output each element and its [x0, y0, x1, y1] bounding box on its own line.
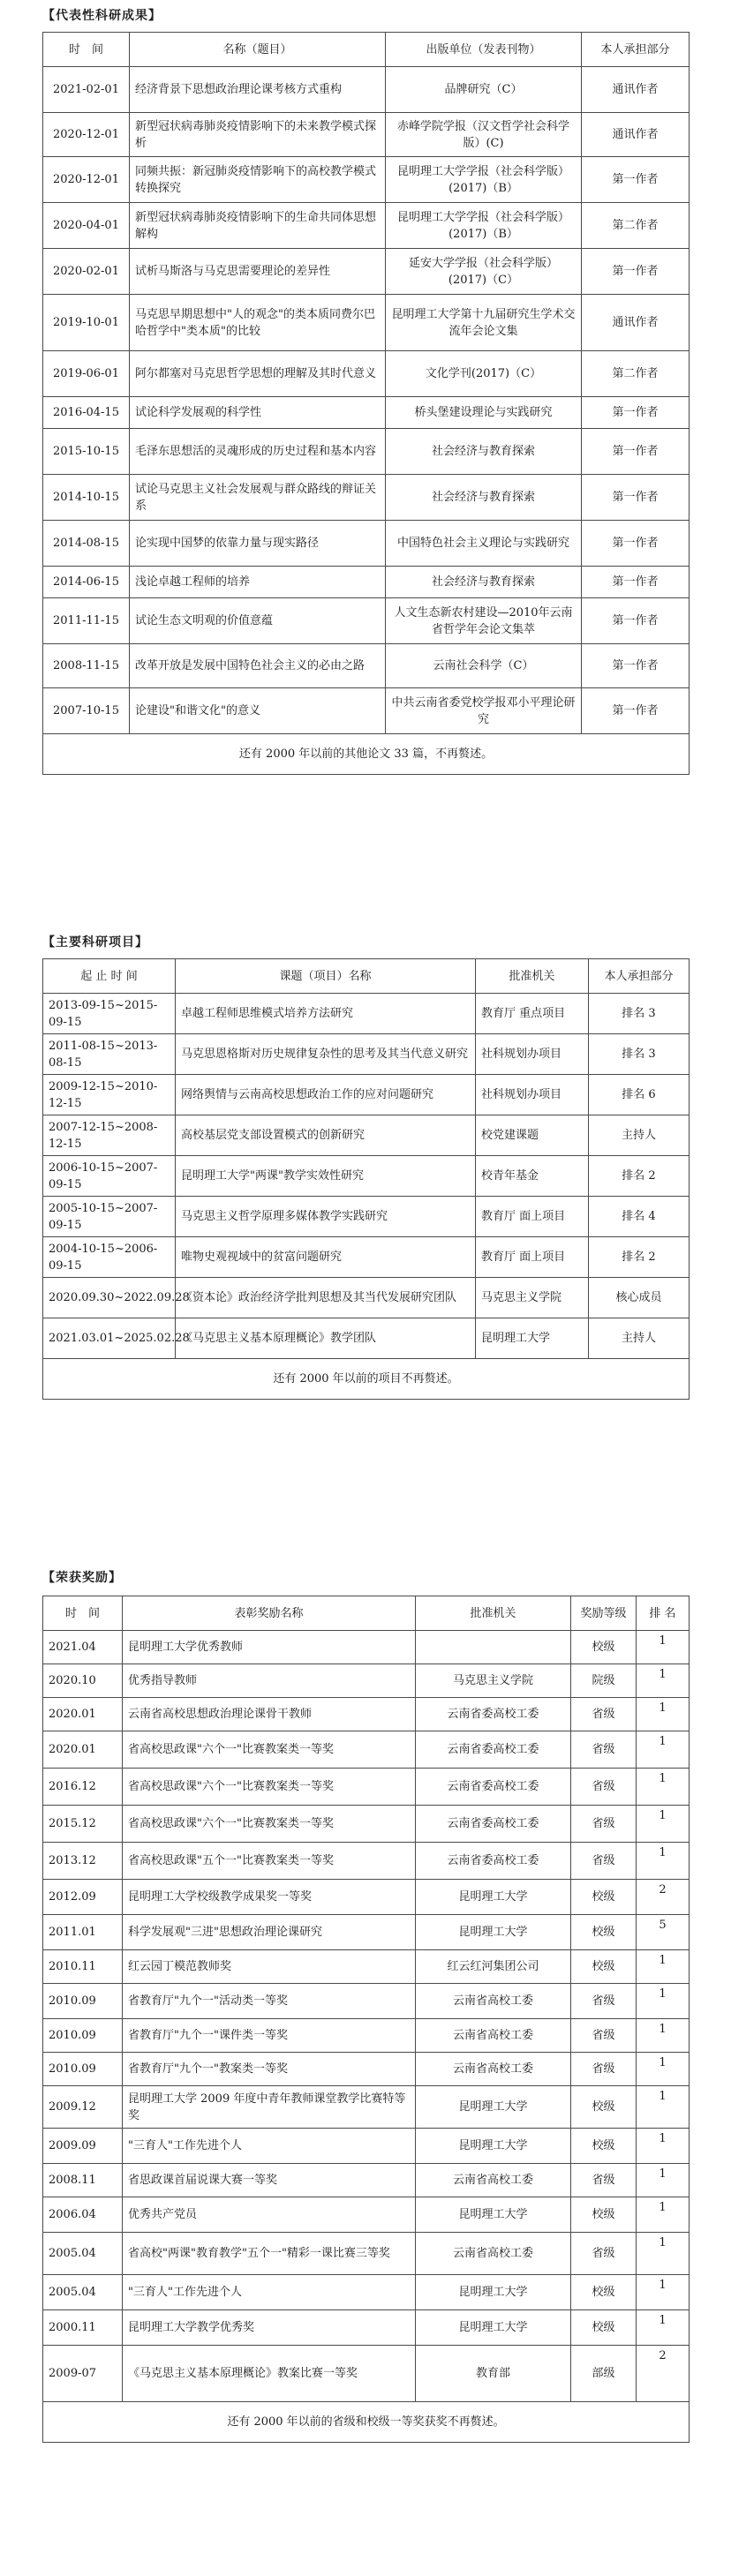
paper-role-cell: 第一作者 [582, 567, 690, 598]
project-role-cell: 主持人 [589, 1318, 690, 1359]
award-name-cell: "三育人"工作先进个人 [123, 2275, 416, 2310]
award-rank-cell: 1 [637, 1698, 690, 1731]
paper-role-cell: 第一作者 [582, 644, 690, 688]
paper-publisher-cell: 桥头堡建设理论与实践研究 [386, 397, 582, 429]
project-role-cell: 核心成员 [589, 1278, 690, 1318]
paper-title-cell: 毛泽东思想活的灵魂形成的历史过程和基本内容 [130, 429, 386, 475]
award-name-cell: 省高校"两课"教育教学"五个一"精彩一课比赛三等奖 [123, 2233, 416, 2275]
projects-row [43, 1237, 690, 1278]
awards-header-authority: 批准机关 [416, 1596, 571, 1631]
papers-row [43, 113, 690, 157]
papers-row [43, 567, 690, 598]
award-name-cell: 科学发展观"三进"思想政治理论课研究 [123, 1915, 416, 1950]
awards-row [43, 2310, 690, 2346]
award-authority-cell: 昆明理工大学 [416, 2086, 571, 2129]
award-name-cell: "三育人"工作先进个人 [123, 2129, 416, 2164]
award-rank-cell: 2 [637, 2346, 690, 2402]
award-authority-cell: 云南省高校工委 [416, 2019, 571, 2053]
award-rank-cell: 1 [637, 1631, 690, 1664]
papers-note-row [43, 734, 690, 775]
award-name-cell: 昆明理工大学优秀教师 [123, 1631, 416, 1664]
paper-time-cell: 2021-02-01 [43, 67, 130, 113]
award-rank-cell: 1 [637, 2164, 690, 2197]
award-time-cell: 2013.12 [43, 1843, 123, 1880]
award-level-cell: 校级 [571, 2129, 637, 2164]
awards-note-row [43, 2402, 690, 2443]
award-time-cell: 2006.04 [43, 2197, 123, 2233]
award-name-cell: 昆明理工大学 2009 年度中青年教师课堂教学比赛特等奖 [123, 2086, 416, 2129]
projects-table [42, 958, 690, 1400]
project-period-cell: 2011-08-15~2013-08-15 [43, 1034, 176, 1075]
award-authority-cell: 昆明理工大学 [416, 1880, 571, 1915]
project-authority-cell: 教育厅 面上项目 [476, 1197, 589, 1237]
papers-row [43, 295, 690, 351]
paper-time-cell: 2011-11-15 [43, 598, 130, 644]
projects-row [43, 1075, 690, 1115]
awards-header-name: 表彰奖励名称 [123, 1596, 416, 1631]
project-name-cell: 唯物史观视域中的贫富问题研究 [176, 1237, 476, 1278]
projects-row [43, 1156, 690, 1197]
paper-title-cell: 改革开放是发展中国特色社会主义的必由之路 [130, 644, 386, 688]
paper-title-cell: 论实现中国梦的依靠力量与现实路径 [130, 521, 386, 567]
award-time-cell: 2005.04 [43, 2233, 123, 2275]
papers-row [43, 644, 690, 688]
award-time-cell: 2016.12 [43, 1769, 123, 1806]
award-name-cell: 省高校思政课"五个一"比赛教案类一等奖 [123, 1843, 416, 1880]
award-rank-cell: 1 [637, 1984, 690, 2019]
paper-time-cell: 2014-10-15 [43, 475, 130, 521]
papers-row [43, 521, 690, 567]
project-role-cell: 排名 3 [589, 994, 690, 1034]
award-level-cell: 省级 [571, 1698, 637, 1731]
paper-publisher-cell: 社会经济与教育探索 [386, 475, 582, 521]
award-authority-cell: 昆明理工大学 [416, 2310, 571, 2346]
award-level-cell: 校级 [571, 1950, 637, 1984]
paper-role-cell: 第二作者 [582, 351, 690, 397]
award-level-cell: 省级 [571, 1984, 637, 2019]
award-rank-cell: 1 [637, 2233, 690, 2275]
award-authority-cell: 云南省委高校工委 [416, 1731, 571, 1769]
paper-publisher-cell: 人文生态新农村建设—2010年云南省哲学年会论文集萃 [386, 598, 582, 644]
projects-header-authority: 批准机关 [476, 959, 589, 994]
projects-header-name: 课题（项目）名称 [176, 959, 476, 994]
project-authority-cell: 昆明理工大学 [476, 1318, 589, 1359]
award-name-cell: 省高校思政课"六个一"比赛教案类一等奖 [123, 1806, 416, 1843]
projects-note: 还有 2000 年以前的项目不再赘述。 [43, 1359, 690, 1400]
paper-role-cell: 第一作者 [582, 429, 690, 475]
paper-title-cell: 阿尔都塞对马克思哲学思想的理解及其时代意义 [130, 351, 386, 397]
award-rank-cell: 1 [637, 2086, 690, 2129]
awards-header-row [43, 1596, 690, 1631]
award-time-cell: 2020.01 [43, 1731, 123, 1769]
project-period-cell: 2020.09.30~2022.09.28 [43, 1278, 176, 1318]
paper-time-cell: 2016-04-15 [43, 397, 130, 429]
award-time-cell: 2015.12 [43, 1806, 123, 1843]
awards-header-rank: 排 名 [637, 1596, 690, 1631]
award-level-cell: 省级 [571, 2053, 637, 2086]
award-time-cell: 2000.11 [43, 2310, 123, 2346]
paper-title-cell: 新型冠状病毒肺炎疫情影响下的生命共同体思想解构 [130, 203, 386, 249]
project-authority-cell: 校党建课题 [476, 1115, 589, 1156]
award-rank-cell: 2 [637, 1880, 690, 1915]
awards-row [43, 2197, 690, 2233]
project-role-cell: 排名 4 [589, 1197, 690, 1237]
papers-section-title: 【代表性科研成果】 [42, 9, 162, 23]
paper-role-cell: 通讯作者 [582, 67, 690, 113]
award-level-cell: 校级 [571, 2197, 637, 2233]
project-period-cell: 2005-10-15~2007-09-15 [43, 1197, 176, 1237]
award-time-cell: 2021.04 [43, 1631, 123, 1664]
award-authority-cell: 云南省委高校工委 [416, 1698, 571, 1731]
paper-time-cell: 2014-06-15 [43, 567, 130, 598]
project-name-cell: 《资本论》政治经济学批判思想及其当代发展研究团队 [176, 1278, 476, 1318]
papers-row [43, 203, 690, 249]
award-level-cell: 省级 [571, 1843, 637, 1880]
paper-time-cell: 2020-12-01 [43, 157, 130, 203]
award-name-cell: 优秀指导教师 [123, 1664, 416, 1698]
award-level-cell: 校级 [571, 2275, 637, 2310]
project-role-cell: 排名 6 [589, 1075, 690, 1115]
award-name-cell: 昆明理工大学校级教学成果奖一等奖 [123, 1880, 416, 1915]
project-authority-cell: 教育厅 重点项目 [476, 994, 589, 1034]
project-period-cell: 2021.03.01~2025.02.28 [43, 1318, 176, 1359]
papers-row [43, 157, 690, 203]
paper-publisher-cell: 赤峰学院学报（汉文哲学社会科学版）(C) [386, 113, 582, 157]
project-period-cell: 2006-10-15~2007-09-15 [43, 1156, 176, 1197]
awards-note: 还有 2000 年以前的省级和校级一等奖获奖不再赘述。 [43, 2402, 690, 2443]
award-level-cell: 省级 [571, 1769, 637, 1806]
award-rank-cell: 1 [637, 1731, 690, 1769]
awards-header-level: 奖励等级 [571, 1596, 637, 1631]
award-rank-cell: 5 [637, 1915, 690, 1950]
projects-row [43, 1278, 690, 1318]
projects-note-row [43, 1359, 690, 1400]
award-name-cell: 省思政课首届说课大赛一等奖 [123, 2164, 416, 2197]
awards-row [43, 1731, 690, 1769]
award-name-cell: 红云园丁模范教师奖 [123, 1950, 416, 1984]
papers-header-time: 时 间 [43, 33, 130, 67]
award-rank-cell: 1 [637, 2053, 690, 2086]
awards-row [43, 2346, 690, 2402]
award-authority-cell: 云南省委高校工委 [416, 1806, 571, 1843]
awards-row [43, 2019, 690, 2053]
paper-publisher-cell: 云南社会科学（C） [386, 644, 582, 688]
award-rank-cell: 1 [637, 2275, 690, 2310]
papers-row [43, 351, 690, 397]
project-name-cell: 高校基层党支部设置模式的创新研究 [176, 1115, 476, 1156]
award-name-cell: 优秀共产党员 [123, 2197, 416, 2233]
paper-publisher-cell: 昆明理工大学第十九届研究生学术交流年会论文集 [386, 295, 582, 351]
award-rank-cell: 1 [637, 2310, 690, 2346]
papers-row [43, 475, 690, 521]
projects-row [43, 1197, 690, 1237]
award-level-cell: 部级 [571, 2346, 637, 2402]
project-period-cell: 2013-09-15~2015-09-15 [43, 994, 176, 1034]
papers-row [43, 249, 690, 295]
award-level-cell: 省级 [571, 2164, 637, 2197]
paper-publisher-cell: 昆明理工大学学报（社会科学版）(2017)（B） [386, 157, 582, 203]
award-authority-cell: 云南省高校工委 [416, 1984, 571, 2019]
paper-time-cell: 2020-02-01 [43, 249, 130, 295]
projects-row [43, 1034, 690, 1075]
papers-row [43, 429, 690, 475]
awards-row [43, 1806, 690, 1843]
paper-role-cell: 通讯作者 [582, 295, 690, 351]
paper-role-cell: 第一作者 [582, 249, 690, 295]
awards-row [43, 1843, 690, 1880]
paper-title-cell: 试论马克思主义社会发展观与群众路线的辩证关系 [130, 475, 386, 521]
projects-header-role: 本人承担部分 [589, 959, 690, 994]
paper-publisher-cell: 延安大学学报（社会科学版）(2017)（C） [386, 249, 582, 295]
award-authority-cell: 云南省高校工委 [416, 2233, 571, 2275]
project-period-cell: 2007-12-15~2008-12-15 [43, 1115, 176, 1156]
award-authority-cell: 云南省委高校工委 [416, 1843, 571, 1880]
paper-time-cell: 2015-10-15 [43, 429, 130, 475]
paper-role-cell: 第一作者 [582, 397, 690, 429]
paper-title-cell: 试论生态文明观的价值意蕴 [130, 598, 386, 644]
paper-time-cell: 2007-10-15 [43, 688, 130, 734]
award-time-cell: 2009.12 [43, 2086, 123, 2129]
award-level-cell: 校级 [571, 1915, 637, 1950]
paper-role-cell: 第二作者 [582, 203, 690, 249]
papers-header-publisher: 出版单位（发表刊物） [386, 33, 582, 67]
project-name-cell: 马克思恩格斯对历史规律复杂性的思考及其当代意义研究 [176, 1034, 476, 1075]
papers-header-role: 本人承担部分 [582, 33, 690, 67]
paper-title-cell: 浅论卓越工程师的培养 [130, 567, 386, 598]
award-name-cell: 省教育厅"九个一"课件类一等奖 [123, 2019, 416, 2053]
awards-row [43, 1915, 690, 1950]
paper-time-cell: 2019-06-01 [43, 351, 130, 397]
paper-title-cell: 同频共振：新冠肺炎疫情影响下的高校教学模式转换探究 [130, 157, 386, 203]
papers-note: 还有 2000 年以前的其他论文 33 篇，不再赘述。 [43, 734, 690, 775]
award-authority-cell [416, 1631, 571, 1664]
award-time-cell: 2010.09 [43, 2053, 123, 2086]
project-name-cell: 昆明理工大学"两课"教学实效性研究 [176, 1156, 476, 1197]
projects-section-title: 【主要科研项目】 [42, 935, 148, 950]
projects-row [43, 1115, 690, 1156]
paper-publisher-cell: 文化学刊(2017)（C） [386, 351, 582, 397]
paper-time-cell: 2019-10-01 [43, 295, 130, 351]
award-name-cell: 《马克思主义基本原理概论》教案比赛一等奖 [123, 2346, 416, 2402]
award-rank-cell: 1 [637, 1843, 690, 1880]
award-time-cell: 2011.01 [43, 1915, 123, 1950]
awards-row [43, 1769, 690, 1806]
award-time-cell: 2008.11 [43, 2164, 123, 2197]
awards-row [43, 2164, 690, 2197]
award-rank-cell: 1 [637, 2129, 690, 2164]
projects-row [43, 994, 690, 1034]
award-time-cell: 2005.04 [43, 2275, 123, 2310]
awards-row [43, 2275, 690, 2310]
project-period-cell: 2009-12-15~2010-12-15 [43, 1075, 176, 1115]
award-time-cell: 2020.10 [43, 1664, 123, 1698]
award-authority-cell: 昆明理工大学 [416, 2129, 571, 2164]
awards-section-title: 【荣获奖励】 [42, 1571, 122, 1585]
award-name-cell: 省高校思政课"六个一"比赛教案类一等奖 [123, 1769, 416, 1806]
paper-role-cell: 第一作者 [582, 475, 690, 521]
projects-header-row [43, 959, 690, 994]
project-name-cell: 《马克思主义基本原理概论》教学团队 [176, 1318, 476, 1359]
award-time-cell: 2010.09 [43, 1984, 123, 2019]
paper-time-cell: 2020-04-01 [43, 203, 130, 249]
paper-title-cell: 经济背景下思想政治理论课考核方式重构 [130, 67, 386, 113]
papers-row [43, 598, 690, 644]
awards-row [43, 1631, 690, 1664]
awards-row [43, 2086, 690, 2129]
award-authority-cell: 红云红河集团公司 [416, 1950, 571, 1984]
awards-header-time: 时 间 [43, 1596, 123, 1631]
award-time-cell: 2009-07 [43, 2346, 123, 2402]
award-level-cell: 院级 [571, 1664, 637, 1698]
projects-header-period: 起 止 时 间 [43, 959, 176, 994]
award-level-cell: 校级 [571, 2086, 637, 2129]
award-level-cell: 省级 [571, 2019, 637, 2053]
paper-role-cell: 第一作者 [582, 598, 690, 644]
award-name-cell: 省教育厅"九个一"活动类一等奖 [123, 1984, 416, 2019]
award-level-cell: 校级 [571, 2310, 637, 2346]
paper-time-cell: 2014-08-15 [43, 521, 130, 567]
project-name-cell: 网络舆情与云南高校思想政治工作的应对问题研究 [176, 1075, 476, 1115]
award-rank-cell: 1 [637, 1950, 690, 1984]
papers-table [42, 32, 690, 775]
project-role-cell: 排名 3 [589, 1034, 690, 1075]
awards-row [43, 1984, 690, 2019]
project-authority-cell: 社科规划办项目 [476, 1034, 589, 1075]
award-authority-cell: 马克思主义学院 [416, 1664, 571, 1698]
paper-title-cell: 马克思早期思想中"人的观念"的类本质同费尔巴哈哲学中"类本质"的比较 [130, 295, 386, 351]
awards-table [42, 1596, 690, 2443]
award-authority-cell: 云南省高校工委 [416, 2053, 571, 2086]
paper-role-cell: 第一作者 [582, 521, 690, 567]
awards-row [43, 2053, 690, 2086]
awards-row [43, 1950, 690, 1984]
paper-publisher-cell: 社会经济与教育探索 [386, 429, 582, 475]
project-role-cell: 排名 2 [589, 1156, 690, 1197]
paper-time-cell: 2020-12-01 [43, 113, 130, 157]
award-time-cell: 2020.01 [43, 1698, 123, 1731]
paper-publisher-cell: 昆明理工大学学报（社会科学版）(2017)（B） [386, 203, 582, 249]
award-name-cell: 昆明理工大学教学优秀奖 [123, 2310, 416, 2346]
award-name-cell: 省教育厅"九个一"教案类一等奖 [123, 2053, 416, 2086]
paper-publisher-cell: 品牌研究（C） [386, 67, 582, 113]
award-level-cell: 校级 [571, 1880, 637, 1915]
project-name-cell: 马克思主义哲学原理多媒体教学实践研究 [176, 1197, 476, 1237]
award-time-cell: 2010.11 [43, 1950, 123, 1984]
project-role-cell: 排名 2 [589, 1237, 690, 1278]
paper-title-cell: 论建设"和谐文化"的意义 [130, 688, 386, 734]
award-level-cell: 校级 [571, 1631, 637, 1664]
award-rank-cell: 1 [637, 1769, 690, 1806]
paper-role-cell: 第一作者 [582, 157, 690, 203]
paper-publisher-cell: 社会经济与教育探索 [386, 567, 582, 598]
paper-role-cell: 通讯作者 [582, 113, 690, 157]
project-authority-cell: 教育厅 面上项目 [476, 1237, 589, 1278]
papers-row [43, 397, 690, 429]
awards-row [43, 2129, 690, 2164]
paper-time-cell: 2008-11-15 [43, 644, 130, 688]
award-authority-cell: 教育部 [416, 2346, 571, 2402]
paper-title-cell: 试析马斯洛与马克思需要理论的差异性 [130, 249, 386, 295]
award-time-cell: 2012.09 [43, 1880, 123, 1915]
project-authority-cell: 社科规划办项目 [476, 1075, 589, 1115]
papers-row [43, 688, 690, 734]
award-time-cell: 2010.09 [43, 2019, 123, 2053]
award-authority-cell: 昆明理工大学 [416, 1915, 571, 1950]
project-authority-cell: 校青年基金 [476, 1156, 589, 1197]
project-name-cell: 卓越工程师思维模式培养方法研究 [176, 994, 476, 1034]
project-role-cell: 主持人 [589, 1115, 690, 1156]
award-level-cell: 省级 [571, 2233, 637, 2275]
award-authority-cell: 昆明理工大学 [416, 2275, 571, 2310]
papers-header-row [43, 33, 690, 67]
paper-publisher-cell: 中共云南省委党校学报邓小平理论研究 [386, 688, 582, 734]
award-authority-cell: 昆明理工大学 [416, 2197, 571, 2233]
award-rank-cell: 1 [637, 1806, 690, 1843]
award-rank-cell: 1 [637, 2019, 690, 2053]
papers-row [43, 67, 690, 113]
award-rank-cell: 1 [637, 1664, 690, 1698]
projects-row [43, 1318, 690, 1359]
award-authority-cell: 云南省委高校工委 [416, 1769, 571, 1806]
awards-row [43, 1664, 690, 1698]
award-rank-cell: 1 [637, 2197, 690, 2233]
paper-role-cell: 第一作者 [582, 688, 690, 734]
award-time-cell: 2009.09 [43, 2129, 123, 2164]
awards-row [43, 1698, 690, 1731]
award-authority-cell: 云南省高校工委 [416, 2164, 571, 2197]
award-name-cell: 云南省高校思想政治理论课骨干教师 [123, 1698, 416, 1731]
award-level-cell: 省级 [571, 1806, 637, 1843]
awards-row [43, 1880, 690, 1915]
project-authority-cell: 马克思主义学院 [476, 1278, 589, 1318]
paper-publisher-cell: 中国特色社会主义理论与实践研究 [386, 521, 582, 567]
award-level-cell: 省级 [571, 1731, 637, 1769]
awards-row [43, 2233, 690, 2275]
paper-title-cell: 新型冠状病毒肺炎疫情影响下的未来教学模式探析 [130, 113, 386, 157]
award-name-cell: 省高校思政课"六个一"比赛教案类一等奖 [123, 1731, 416, 1769]
project-period-cell: 2004-10-15~2006-09-15 [43, 1237, 176, 1278]
paper-title-cell: 试论科学发展观的科学性 [130, 397, 386, 429]
papers-header-title: 名称（题目） [130, 33, 386, 67]
